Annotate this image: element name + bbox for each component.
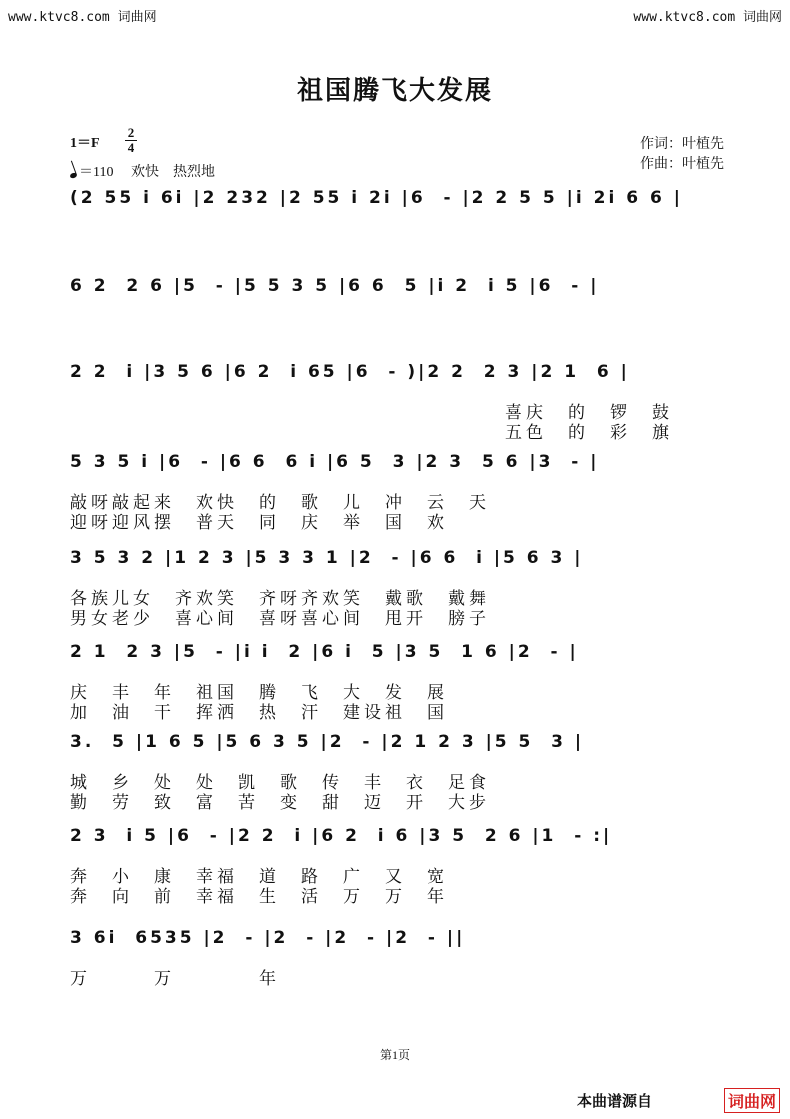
notation-row: 3 6i 6535 |2 - |2 - |2 - |2 - || xyxy=(70,928,466,948)
notation-row: 3 5 3 2 |1 2 3 |5 3 3 1 |2 - |6 6 i |5 6 3 | xyxy=(70,548,584,568)
notation-row: 3. 5 |1 6 5 |5 6 3 5 |2 - |2 1 2 3 |5 5 3 | xyxy=(70,732,585,752)
composer: 作曲：叶植先 xyxy=(640,157,724,172)
lyric-line: 万 万 年 xyxy=(70,969,280,989)
tempo-text: ＝110 欢快 热烈地 xyxy=(79,165,215,180)
notation-row: 2 1 2 3 |5 - |i i 2 |6 i 5 |3 5 1 6 |2 - | xyxy=(70,642,579,662)
lyric-line: 城 乡 处 处 凯 歌 传 丰 衣 足食 xyxy=(70,773,490,793)
lyric-line: 加 油 干 挥洒 热 汗 建设祖 国 xyxy=(70,703,448,723)
lyric-line: 奔 向 前 幸福 生 活 万 万 年 xyxy=(70,887,448,907)
credits xyxy=(640,135,724,175)
lyricist: 作词：叶植先 xyxy=(640,137,724,152)
quarter-note-icon xyxy=(69,172,77,179)
lyric-line: 庆 丰 年 祖国 腾 飞 大 发 展 xyxy=(70,683,448,703)
notation-row: (2 55 i 6i |2 232 |2 55 i 2i |6 - |2 2 5 5 |i 2i 6 6 | xyxy=(70,188,683,208)
time-signature xyxy=(124,126,138,155)
lyric-line: 五色 的 彩 旗 xyxy=(505,423,673,443)
song-title: 祖国腾飞大发展 xyxy=(296,76,493,106)
lyric-line: 勤 劳 致 富 苦 变 甜 迈 开 大步 xyxy=(70,793,490,813)
key-signature: 1＝F xyxy=(70,136,100,151)
notation-row: 2 3 i 5 |6 - |2 2 i |6 2 i 6 |3 5 2 6 |1 - :| xyxy=(70,826,613,846)
lyric-line: 敲呀敲起来 欢快 的 歌 儿 冲 云 天 xyxy=(70,493,490,513)
watermark-left: www.ktvc8.com 词曲网 xyxy=(8,10,157,25)
watermark-right: www.ktvc8.com 词曲网 xyxy=(633,10,782,25)
lyric-line: 迎呀迎风摆 普天 同 庆 举 国 欢 xyxy=(70,513,448,533)
lyric-line: 喜庆 的 锣 鼓 xyxy=(505,403,673,423)
lyric-line: 各族儿女 齐欢笑 齐呀齐欢笑 戴歌 戴舞 xyxy=(70,589,490,609)
notation-row: 2 2 i |3 5 6 |6 2 i 65 |6 - )|2 2 2 3 |2 1 6 | xyxy=(70,362,630,382)
lyric-line: 男女老少 喜心间 喜呀喜心间 甩开 膀子 xyxy=(70,609,490,629)
source-text: 本曲谱源自 xyxy=(577,1092,653,1110)
source-logo: 词曲网 xyxy=(724,1088,780,1113)
notation-row: 5 3 5 i |6 - |6 6 6 i |6 5 3 |2 3 5 6 |3 - | xyxy=(70,452,600,472)
tempo-marking xyxy=(70,161,215,181)
time-bottom: 4 xyxy=(127,140,135,155)
page-number: 第1页 xyxy=(379,1048,410,1062)
lyric-line: 奔 小 康 幸福 道 路 广 又 宽 xyxy=(70,867,448,887)
time-top: 2 xyxy=(127,125,135,140)
notation-row: 6 2 2 6 |5 - |5 5 3 5 |6 6 5 |i 2 i 5 |6 - | xyxy=(70,276,600,296)
